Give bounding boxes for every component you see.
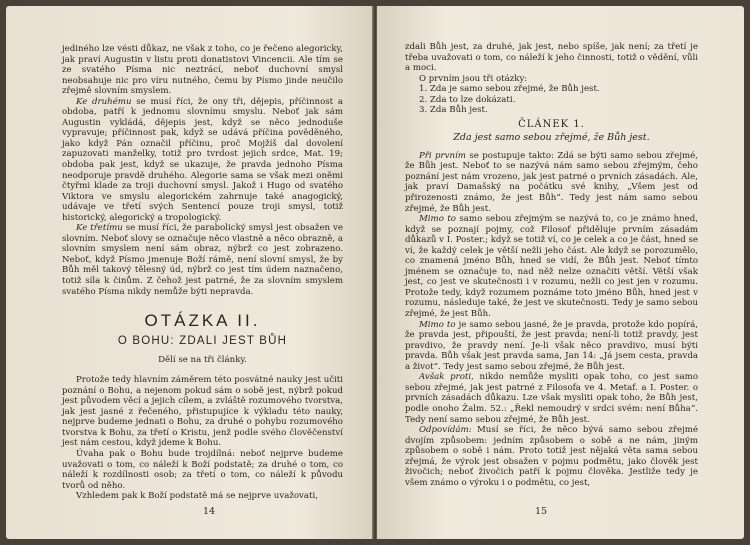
- page-number: 14: [203, 506, 216, 517]
- left-paragraph: Úvaha pak o Bohu bude trojdílná: neboť nejprve budeme uvažovati o tom, co náleží k Boží podstatě; za druhé o tom, co náleží k rozdílnosti osob; za třetí o tom, co náleží k původu tvorů od něho.: [62, 448, 343, 491]
- argument-text: samo sebou zřejmým se nazývá to, co je známo hned, když se poznají pojmy, což Filosof přiděluje prvním zásadám důkazů v I. Poster.; když se totiž ví, co je celek a co je část, hned se ví, že každý celek je větší nežli jeho část. Ale když se porozumělo, co znamená jméno Bůh, hned se vidí, že Bůh jest. Neboť tímto jménem se označuje to, nad něž nelze označiti větší. Větší však jest, co jest ve skutečnosti i v rozumu, nežli co jest jen v rozumu. Protože tedy, když rozumem poznáme toto jméno Bůh, hned jest v rozumu, následuje také, že jest ve skutečnosti. Tedy je samo sebou zřejmé, že jest Bůh.: [405, 214, 698, 320]
- left-paragraph: Protože tedy hlavním záměrem této posvátné nauky jest učiti poznání o Bohu, a nejenom pokud sám o sobě jest, nýbrž pokud jest původem věcí a jejich cílem, a zvláště rozumového tvorstva, jak jest jasné z řečeného, přistupujíce k výkladu této nauky, nejprve budeme jednati o Bohu, za druhé o pohybu rozumového tvorstva k Bohu, za třetí o Kristu, jenž podle svého člověčenství jest nám cestou, když jdeme k Bohu.: [62, 375, 343, 449]
- list-item: 1. Zda je samo sebou zřejmé, že Bůh jest.: [419, 84, 600, 95]
- argument-lead: Avšak proti,: [419, 372, 474, 383]
- argument-lead: Mimo to: [419, 214, 456, 225]
- argument-text: Musí se říci, že něco bývá samo sebou zřejmé dvojím způsobem: jedním způsobem o sobě a ne nám, jiným způsobem o sobě i nám. Proto totiž jest nějaká věta sama sebou zřejmá, že výrok jest obsažen v pojmu podmětu, jako člověk jest živočich; neboť živočich patří k pojmu člověka. Jestliže tedy je všem známo o výroku i o podmětu, co jest,: [405, 425, 698, 488]
- division-note: Dělí se na tři články.: [158, 355, 247, 366]
- left-paragraph: [62, 223, 343, 297]
- reply-text: se musí říci, že ony tři, dějepis, příčinnost a obdoba, patří k jednomu slovnímu smyslu. Neboť jak sám Augustin vykládá, dějepis jest, když se něco jednoduše vypravuje; příčinnost pak, když se udává příčina pověděného, jako když Pán označil příčinu, proč Mojžíš dal dovolení zapuzovati manželky, totiž pro tvrdost jejich srdce, Mat. 19; obdoba pak jest, když se ukazuje, že pravda jednoho Písma neodporuje pravdě druhého. Alegorie sama se však mezi oněmi čtyřmi klade za troji duchovní smysl. Jakož i Hugo od svatého Viktora ve smyslu alegorickém zahrnuje také anagogický, udávaje ve třetí svých Sentencí pouze troji smysl, totiž historický, alegorický a tropologický.: [62, 96, 343, 223]
- left-paragraph: jediného lze vésti důkaz, ne však z toho, co je řečeno alegoricky, jak praví Augustin v listu proti donatistovi Vincencii. Ale tím se ze svatého Písma nic neztrácí, neboť duchovní smysl neobsahuje nic pro víru nutného, čemu by Písmo jinde neučilo zřejmě slovním smyslem.: [62, 44, 343, 97]
- right-paragraph: [405, 214, 698, 319]
- left-paragraph: Vzhledem pak k Boží podstatě má se nejprve uvažovati,: [76, 491, 318, 502]
- chapter-heading: ČLÁNEK 1.: [518, 118, 585, 130]
- question-title: OTÁZKA II.: [144, 311, 261, 331]
- right-page: [377, 6, 744, 539]
- reply-lead: Ke druhému: [76, 96, 132, 107]
- reply-lead: Ke třetímu: [76, 223, 123, 234]
- right-paragraph: [405, 425, 698, 488]
- question-subtitle: O BOHU: ZDALI JEST BŮH: [117, 335, 288, 348]
- right-paragraph: O prvním jsou tři otázky:: [419, 73, 528, 84]
- argument-lead: Při prvním: [419, 150, 466, 161]
- left-paragraph: [62, 97, 343, 224]
- left-page: [6, 6, 373, 539]
- right-paragraph: [405, 372, 698, 425]
- chapter-title: Zda jest samo sebou zřejmé, že Bůh jest.: [453, 131, 650, 143]
- right-paragraph: [405, 320, 698, 373]
- list-item: 2. Zda to lze dokázati.: [419, 94, 516, 105]
- argument-lead: Mimo to: [419, 319, 456, 330]
- reply-text: se musí říci, že parabolický smysl jest obsažen ve slovním. Neboť slovy se označuje něco vlastně a něco obrazně, a slovním smyslem není sám obraz, nýbrž co jest zobrazeno. Neboť, když Písmo jmenuje Boží rámě, není slovní smysl, že by Bůh měl takový tělesný úd, nýbrž co jest tím údem naznačeno, totiž síla k činům. Z čehož jest patrné, že za slovním smyslem svatého Písma nikdy nemůže býti nepravda.: [62, 223, 343, 297]
- list-item: 3. Zda Bůh jest.: [419, 105, 488, 116]
- argument-text: je samo sebou jasné, že je pravda, protože kdo popírá, že pravda jest, připouští, že jest pravda; není-li totiž pravdy, jest pravdivo, že pravdy není. Je-li však něco pravdivo, musí býti pravda. Bůh však jest pravda sama, Jan 14: „Já jsem cesta, pravda a život“. Tedy jest samo sebou zřejmé, že Bůh jest.: [405, 319, 698, 372]
- argument-text: nikdo nemůže mysliti opak toho, co jest samo sebou zřejmé, jak jest patrné z Filosofa ve 4. Metaf. a I. Poster. o prvních zásadách důkazu. Lze však mysliti opak toho, že Bůh jest, podle onoho Žalm. 52.: „Řekl nemoudrý v srdci svém: není Bůha“. Tedy není samo sebou zřejmé, že Bůh jest.: [405, 372, 698, 425]
- page-number: 15: [535, 506, 548, 517]
- right-paragraph: zdali Bůh jest, za druhé, jak jest, nebo spíše, jak není; za třetí je třeba uvažovati o tom, co náleží k jeho činnosti, totiž o vědění, vůli a moci.: [405, 42, 698, 74]
- right-paragraph: [405, 151, 698, 214]
- question-list: [419, 84, 698, 116]
- argument-lead: Odpovídám:: [419, 425, 472, 436]
- argument-text: se postupuje takto: Zdá se býti samo sebou zřejmé, že Bůh jest. Neboť to se nazývá nám samo sebou zřejmým, čeho poznání jest nám vrozeno, jak jest patrné o prvních zásadách. Ale, jak praví Damašský na počátku své knihy, „Všem jest od přirozenosti známo, že jest Bůh“. Tedy jest nám samo sebou zřejmé, že Bůh jest.: [405, 150, 698, 214]
